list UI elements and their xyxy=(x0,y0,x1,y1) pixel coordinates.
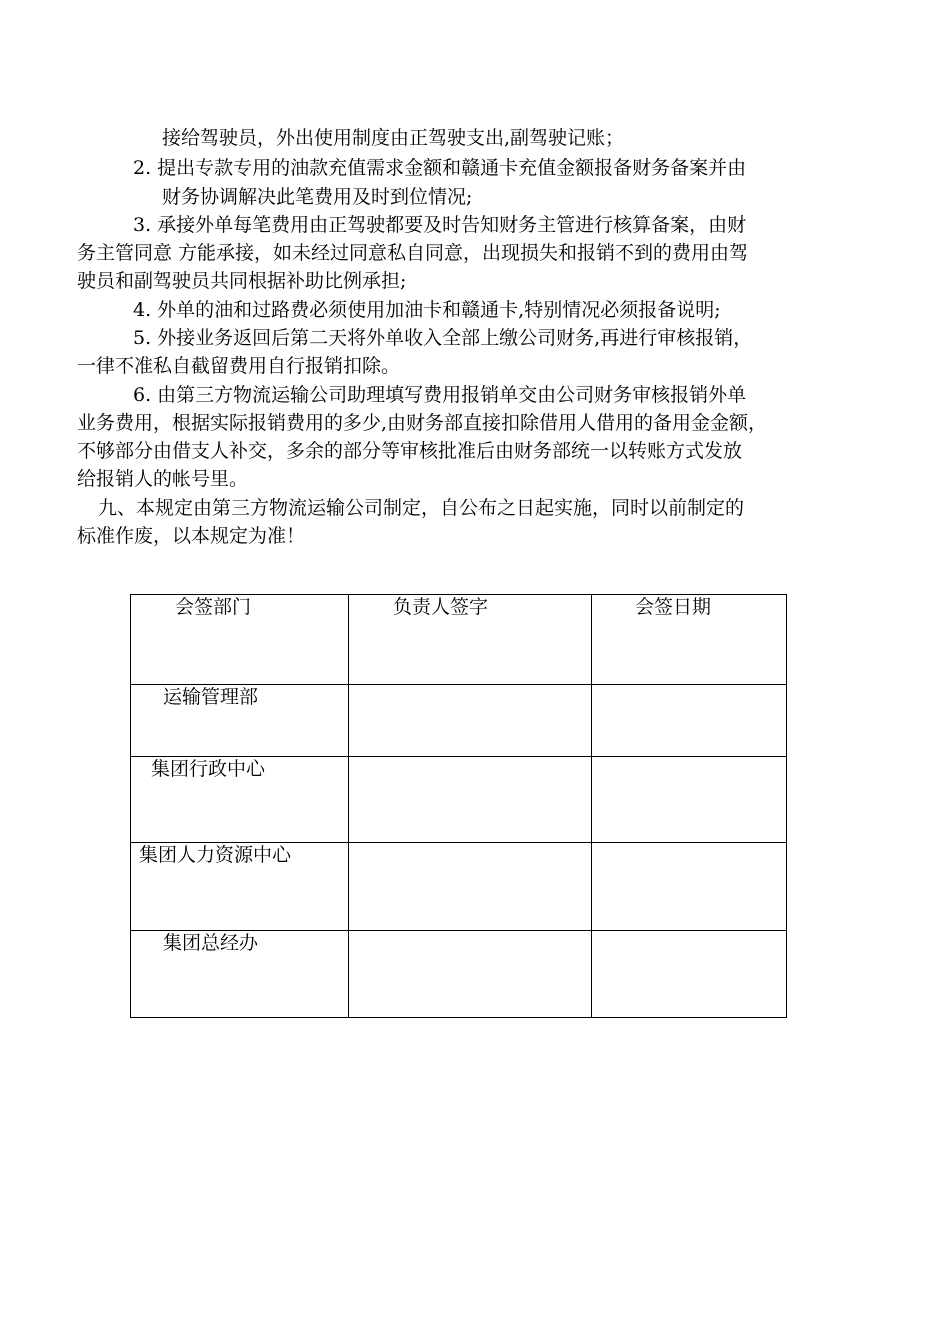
header-department: 会签部门 xyxy=(175,596,252,618)
paragraph-line: 4. 外单的油和过路费必须使用加油卡和赣通卡,特别情况必须报备说明; xyxy=(133,299,721,321)
paragraph-line: 2. 提出专款专用的油款充值需求金额和赣通卡充值金额报备财务备案并由 xyxy=(133,157,747,179)
signature-cell xyxy=(349,685,592,757)
signature-cell xyxy=(349,931,592,1018)
department-name: 集团人力资源中心 xyxy=(139,844,292,866)
paragraph-line: 业务费用，根据实际报销费用的多少,由财务部直接扣除借用人借用的备用金金额， xyxy=(77,412,768,434)
paragraph-line: 6. 由第三方物流运输公司助理填写费用报销单交由公司财务审核报销外单 xyxy=(133,384,747,406)
signature-cell xyxy=(349,843,592,931)
department-cell xyxy=(131,757,349,843)
department-cell xyxy=(131,843,349,931)
signature-cell xyxy=(349,757,592,843)
date-cell xyxy=(592,685,787,757)
paragraph-line: 标准作废，以本规定为准！ xyxy=(77,525,306,547)
date-cell xyxy=(592,757,787,843)
paragraph-line: 5. 外接业务返回后第二天将外单收入全部上缴公司财务,再进行审核报销， xyxy=(133,327,753,349)
department-cell xyxy=(131,931,349,1018)
table-row xyxy=(131,843,787,931)
paragraph-line: 九、本规定由第三方物流运输公司制定，自公布之日起实施，同时以前制定的 xyxy=(98,497,745,519)
header-signature: 负责人签字 xyxy=(393,596,489,618)
header-cell xyxy=(131,595,349,685)
paragraph-line: 务主管同意 方能承接，如未经过同意私自同意，出现损失和报销不到的费用由驾 xyxy=(77,242,749,264)
paragraph-line: 一律不准私自截留费用自行报销扣除。 xyxy=(77,355,401,377)
table-row xyxy=(131,757,787,843)
department-name: 集团总经办 xyxy=(163,932,259,954)
countersign-table xyxy=(130,594,787,1018)
paragraph-line: 驶员和副驾驶员共同根据补助比例承担; xyxy=(77,270,407,292)
paragraph-line: 3. 承接外单每笔费用由正驾驶都要及时告知财务主管进行核算备案，由财 xyxy=(133,214,747,236)
department-name: 运输管理部 xyxy=(163,686,259,708)
date-cell xyxy=(592,931,787,1018)
header-cell xyxy=(349,595,592,685)
paragraph-line: 财务协调解决此笔费用及时到位情况; xyxy=(162,186,473,208)
header-date: 会签日期 xyxy=(635,596,712,618)
paragraph-line: 给报销人的帐号里。 xyxy=(77,468,249,490)
header-cell xyxy=(592,595,787,685)
paragraph-line: 接给驾驶员，外出使用制度由正驾驶支出,副驾驶记账； xyxy=(162,127,625,149)
table-row xyxy=(131,685,787,757)
department-cell xyxy=(131,685,349,757)
department-name: 集团行政中心 xyxy=(151,758,266,780)
paragraph-line: 不够部分由借支人补交，多余的部分等审核批准后由财务部统一以转账方式发放 xyxy=(77,440,743,462)
table-row xyxy=(131,931,787,1018)
table-header-row xyxy=(131,595,787,685)
date-cell xyxy=(592,843,787,931)
